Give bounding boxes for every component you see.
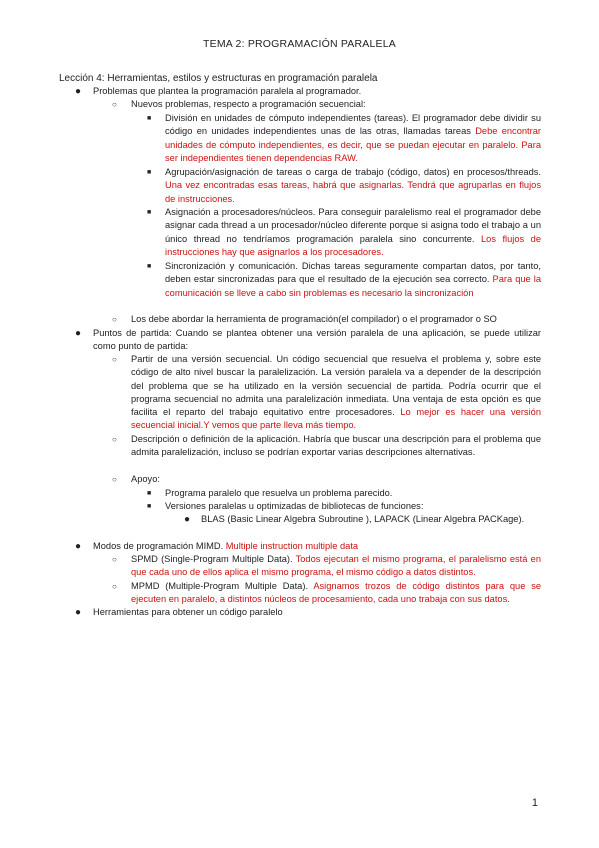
bullet-circle-icon: ○ bbox=[112, 435, 117, 444]
highlight-text: Multiple instruction multiple data bbox=[225, 541, 359, 551]
bullet-circle-icon: ○ bbox=[112, 582, 117, 591]
bullet-square-icon: ■ bbox=[147, 490, 152, 497]
bullet-dot-icon: ● bbox=[75, 86, 82, 97]
bullet-circle-icon: ○ bbox=[112, 355, 117, 364]
list-item: SPMD (Single-Program Multiple Data). Todos ejecutan el mismo programa, el paralelismo está en que cada uno de ellos aplica el mismo programa, el mismo código a datos distintos. bbox=[131, 554, 541, 578]
list-item: BLAS (Basic Linear Algebra Subroutine ), LAPACK (Linear Algebra PACKage). bbox=[201, 514, 525, 524]
list-item: División en unidades de cómputo independientes (tareas). El programador debe dividir su código en unidades independientes unas de las otras, llamadas tareas Debe encontrar unidades de cómputo independientes, es decir, que se puedan ejecutar en paralelo. Para ser independientes tienen dependencias RAW. bbox=[165, 113, 541, 163]
list-item: Versiones paralelas u optimizadas de bibliotecas de funciones: bbox=[165, 501, 424, 511]
list-item: Agrupación/asignación de tareas o carga de trabajo (código, datos) en procesos/threads. Una vez encontradas esas tareas, habrá que asignarlas. Tendrá que agruparlas en flujos de instrucciones. bbox=[165, 167, 541, 204]
list-item: Asignación a procesadores/núcleos. Para conseguir paralelismo real el programador debe asignar cada thread a un procesador/núcleo diferente porque si asigna todo el trabajo a un único thread no tendríamos programación paralela sino concurrente. Los flujos de instrucciones hay que asignarlos a los procesadores. bbox=[165, 207, 541, 257]
bullet-circle-icon: ○ bbox=[112, 100, 117, 109]
bullet-dot-icon: ● bbox=[184, 514, 191, 525]
list-item: Los debe abordar la herramienta de programación(el compilador) o el programador o SO bbox=[131, 314, 497, 324]
list-item: Programa paralelo que resuelva un problema parecido. bbox=[165, 488, 393, 498]
bullet-dot-icon: ● bbox=[75, 607, 82, 618]
bullet-square-icon: ■ bbox=[147, 169, 152, 176]
bullet-square-icon: ■ bbox=[147, 503, 152, 510]
bullet-dot-icon: ● bbox=[75, 541, 82, 552]
highlight-text: Los flujos de instrucciones hay que asignarlos a los procesadores. bbox=[165, 233, 541, 257]
highlight-text: Todos ejecutan el mismo programa, el paralelismo está en que cada uno de ellos aplica el mismo programa, el mismo código a datos distintos. bbox=[131, 554, 541, 578]
list-item: Descripción o definición de la aplicación. Habría que buscar una descripción para el problema que admita paralelización, incluso se podrían exportar varias descripciones alternativas. bbox=[131, 434, 541, 458]
list-item: Herramientas para obtener un código paralelo bbox=[93, 607, 283, 617]
list-item: Problemas que plantea la programación paralela al programador. bbox=[93, 86, 362, 96]
list-item: Partir de una versión secuencial. Un código secuencial que resuelva el problema y, sobre este código de alto nivel buscar la paralelización. La versión paralela va a depender de la descripción del problema que se ha utilizado en la versión secuencial de partida. Podría ocurrir que el programa secuencial no admita una paralelización inmediata. Una ventaja de esta opción es que facilita el reparto del trabajo equitativo entre procesadores. Lo mejor es hacer una versión secuencial inicial.Y vemos que parte lleva más tiempo. bbox=[131, 354, 541, 431]
bullet-circle-icon: ○ bbox=[112, 555, 117, 564]
bullet-circle-icon: ○ bbox=[112, 315, 117, 324]
bullet-square-icon: ■ bbox=[147, 115, 152, 122]
list-item: Apoyo: bbox=[131, 474, 160, 484]
highlight-text: Asignamos trozos de código distintos para que se ejecuten en paralelo, a distintos núcleos de procesamiento, cada uno trabaja con sus datos. bbox=[131, 581, 542, 605]
highlight-text: Lo mejor es hacer una versión secuencial inicial.Y vemos que parte lleva más tiempo. bbox=[131, 407, 541, 431]
list-item: Modos de programación MIMD. Multiple instruction multiple data bbox=[93, 541, 359, 551]
bullet-dot-icon: ● bbox=[75, 328, 82, 339]
highlight-text: Debe encontrar unidades de cómputo independientes, es decir, que se puedan ejecutar en paralelo. Para ser independientes tienen dependencias RAW. bbox=[165, 126, 541, 163]
list-item: Sincronización y comunicación. Dichas tareas seguramente compartan datos, por tanto, deben estar sincronizadas para que el resultado de la ejecución sea correcto. Para que la comunicación se lleve a cabo sin problemas es necesario la sincronización bbox=[165, 261, 541, 298]
lesson-heading: Lección 4: Herramientas, estilos y estructuras en programación paralela bbox=[59, 73, 378, 84]
bullet-square-icon: ■ bbox=[147, 263, 152, 270]
page-number: 1 bbox=[531, 797, 538, 809]
highlight-text: Para que la comunicación se lleve a cabo sin problemas es necesario la sincronización bbox=[165, 274, 541, 298]
highlight-text: Una vez encontradas esas tareas, habrá que asignarlas. Tendrá que agruparlas en flujos de instrucciones. bbox=[165, 180, 541, 204]
page-title: TEMA 2: PROGRAMACIÓN PARALELA bbox=[203, 38, 396, 50]
bullet-square-icon: ■ bbox=[147, 209, 152, 216]
list-item: MPMD (Multiple-Program Multiple Data). Asignamos trozos de código distintos para que se ejecuten en paralelo, a distintos núcleos de procesamiento, cada uno trabaja con sus datos. bbox=[131, 581, 542, 605]
list-item: Nuevos problemas, respecto a programación secuencial: bbox=[131, 99, 366, 109]
bullet-circle-icon: ○ bbox=[112, 475, 117, 484]
list-item: Puntos de partida: Cuando se plantea obtener una versión paralela de una aplicación, se puede utilizar como punto de partida: bbox=[93, 328, 541, 352]
